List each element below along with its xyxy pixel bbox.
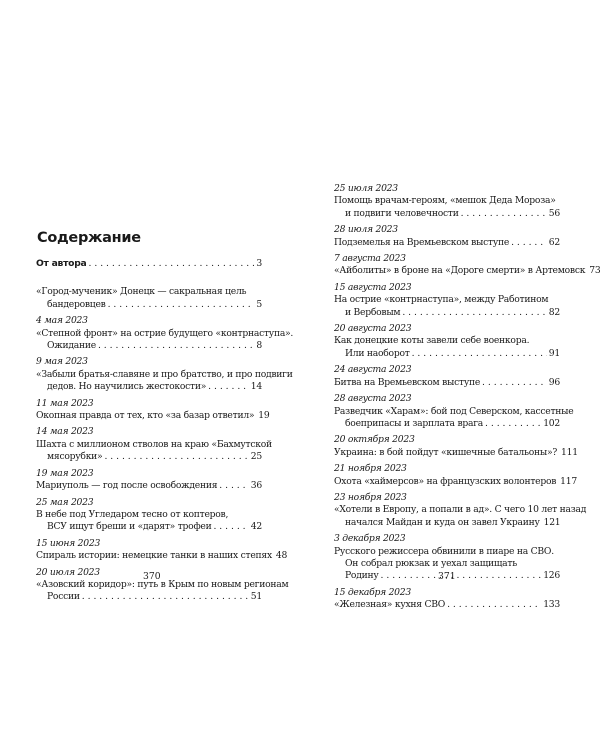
entry-title-line: «Хотели в Европу, а попали в ад». С чего 10 лет назад <box>334 504 587 516</box>
entry-title-line: и Вербовым <box>345 306 401 318</box>
entry-page-number: 14 <box>250 381 262 393</box>
entry-page-number: 48 <box>275 550 288 562</box>
entry-title-line: Он собрал рюкзак и уехал защищать <box>345 557 517 569</box>
entry-title-line: Русского режиссера обвинили в пиаре на СВО. <box>334 545 554 557</box>
entry-date: 14 мая 2023 <box>36 426 94 438</box>
toc-entry[interactable] <box>36 468 262 493</box>
entry-page-number: 3 <box>256 258 262 269</box>
entry-page-number: 56 <box>548 207 560 219</box>
dot-leader <box>482 377 547 389</box>
entry-title-line: Или наоборот <box>345 347 410 359</box>
toc-entry[interactable] <box>36 258 262 270</box>
entry-title-line: «Город-мученик» Донецк — сакральная цель <box>36 286 247 298</box>
entry-page-number: 117 <box>560 475 577 487</box>
entry-date: 9 мая 2023 <box>36 356 88 368</box>
entry-date: 15 декабря 2023 <box>334 586 411 598</box>
right-page <box>300 0 600 750</box>
toc-entry[interactable] <box>334 393 574 430</box>
entry-date: 20 июля 2023 <box>36 566 100 578</box>
entry-date: 23 ноября 2023 <box>334 491 407 503</box>
left-page-number: 370 <box>143 571 161 582</box>
entry-page-number: 25 <box>250 451 262 463</box>
entry-title-line: Украина: в бой пойдут «кишечные батальоны»? <box>334 446 558 458</box>
entry-page-number: 5 <box>256 298 262 310</box>
toc-entry[interactable] <box>334 434 578 459</box>
entry-title-line: Шахта с миллионом стволов на краю «Бахмутской <box>36 438 272 450</box>
dot-leader <box>412 348 547 360</box>
entry-page-number: 51 <box>250 591 262 603</box>
entry-title-line: От автора <box>36 258 87 269</box>
entry-date: 11 мая 2023 <box>36 397 94 409</box>
dot-leader <box>82 591 249 603</box>
entry-date: 24 августа 2023 <box>334 364 412 376</box>
entry-date: 19 мая 2023 <box>36 467 94 479</box>
entry-page-number: 102 <box>543 417 560 429</box>
entry-title-line: ВСУ ищут бреши и «дарят» трофеи <box>47 521 212 533</box>
toc-entry[interactable] <box>334 463 577 488</box>
entry-date: 4 мая 2023 <box>36 315 88 327</box>
entry-title-line: «Забыли братья-славяне и про братство, и про подвиги <box>36 368 293 380</box>
entry-title-line: На острие «контрнаступа», между Работином <box>334 294 549 306</box>
dot-leader <box>381 570 542 582</box>
entry-date: 25 мая 2023 <box>36 496 94 508</box>
dot-leader <box>213 521 248 533</box>
toc-entry[interactable] <box>36 315 294 352</box>
toc-entry[interactable] <box>334 323 560 360</box>
entry-title-line: Спираль истории: немецкие танки в наших степях <box>36 550 272 562</box>
toc-entry[interactable] <box>334 587 560 612</box>
entry-title-line: Ожидание <box>47 340 96 352</box>
entry-title-line: Мариуполь — год после освобождения <box>36 480 218 492</box>
toc-entry[interactable] <box>334 491 587 529</box>
toc-entry[interactable] <box>334 364 560 389</box>
entry-date: 15 августа 2023 <box>334 281 412 293</box>
dot-leader <box>104 451 248 463</box>
entry-title-line: «Айболиты» в броне на «Дороге смерти» в Артемовск <box>334 265 586 277</box>
toc-entry[interactable] <box>36 537 288 563</box>
toc-entry[interactable] <box>36 497 262 534</box>
entry-page-number: 8 <box>256 340 262 352</box>
entry-date: 20 октября 2023 <box>334 434 415 446</box>
entry-date: 3 декабря 2023 <box>334 533 406 545</box>
toc-entry[interactable] <box>36 286 262 311</box>
entry-page-number: 62 <box>548 236 560 248</box>
entry-title-line: боеприпасы и зарплата врага <box>345 417 484 429</box>
entry-page-number: 91 <box>548 347 560 359</box>
entry-page-number: 82 <box>548 306 560 318</box>
dot-leader <box>447 599 541 611</box>
dot-leader <box>208 381 249 393</box>
entry-page-number: 126 <box>543 570 560 582</box>
entry-title-line: «Степной фронт» на острие будущего «контрнаступа». <box>36 327 294 339</box>
dot-leader <box>219 480 249 492</box>
entry-date: 25 июля 2023 <box>334 183 398 194</box>
toc-entry[interactable] <box>36 397 270 423</box>
dot-leader <box>402 307 546 319</box>
left-toc-list <box>36 258 294 604</box>
entry-title-line: Охота «хаймерсов» на французских волонтеров <box>334 475 557 487</box>
entry-title-line: В небе под Угледаром тесно от коптеров, <box>36 508 229 520</box>
entry-date: 28 июля 2023 <box>334 224 398 236</box>
entry-page-number: 73 <box>589 265 600 277</box>
dot-leader <box>511 237 547 249</box>
right-toc-list <box>334 183 600 612</box>
toc-entry[interactable] <box>334 183 560 220</box>
entry-date: 7 августа 2023 <box>334 253 406 265</box>
contents-heading: Содержание <box>37 230 141 246</box>
dot-leader <box>461 208 547 220</box>
entry-title-line: России <box>47 591 80 603</box>
entry-title-line: Окопная правда от тех, кто «за базар ответил» <box>36 410 255 422</box>
entry-title-line: «Азовский коридор»: путь в Крым по новым регионам <box>36 578 289 590</box>
toc-entry[interactable] <box>334 253 600 278</box>
toc-entry[interactable] <box>334 224 560 249</box>
toc-entry[interactable] <box>36 426 272 463</box>
entry-title-line: Битва на Времьевском выступе <box>334 376 481 388</box>
entry-title-line: дедов. Но научились жестокости» <box>47 381 207 393</box>
entry-title-line: «Железная» кухня СВО <box>334 599 446 611</box>
entry-date: 21 ноября 2023 <box>334 463 407 475</box>
entry-title-line: бандеровцев <box>47 298 106 310</box>
entry-title-line: и подвиги человечности <box>345 207 459 219</box>
right-page-number: 371 <box>438 571 456 582</box>
entry-title-line: Помощь врачам-героям, «мешок Деда Мороза» <box>334 195 556 207</box>
entry-title-line: Как донецкие коты завели себе военкора. <box>334 335 530 347</box>
entry-page-number: 36 <box>250 480 262 492</box>
entry-title-line: Родину <box>345 570 379 582</box>
entry-page-number: 111 <box>561 446 578 458</box>
dot-leader <box>485 418 541 430</box>
entry-page-number: 19 <box>258 410 270 422</box>
dot-leader <box>108 299 255 311</box>
toc-entry[interactable] <box>36 356 293 393</box>
dot-leader <box>98 340 254 352</box>
entry-page-number: 96 <box>548 376 560 388</box>
entry-date: 15 июня 2023 <box>36 537 101 549</box>
entry-title-line: Подземелья на Времьевском выступе <box>334 236 510 248</box>
dot-leader <box>89 258 255 270</box>
entry-page-number: 121 <box>543 516 561 528</box>
entry-page-number: 42 <box>250 521 262 533</box>
entry-page-number: 133 <box>543 599 560 611</box>
entry-date: 28 августа 2023 <box>334 393 412 405</box>
entry-title-line: Разведчик «Харам»: бой под Северском, кассетные <box>334 405 574 417</box>
entry-title-line: мясорубки» <box>47 451 103 463</box>
entry-title-line: начался Майдан и куда он завел Украину <box>345 516 540 528</box>
toc-entry[interactable] <box>334 282 560 319</box>
entry-date: 20 августа 2023 <box>334 323 412 335</box>
